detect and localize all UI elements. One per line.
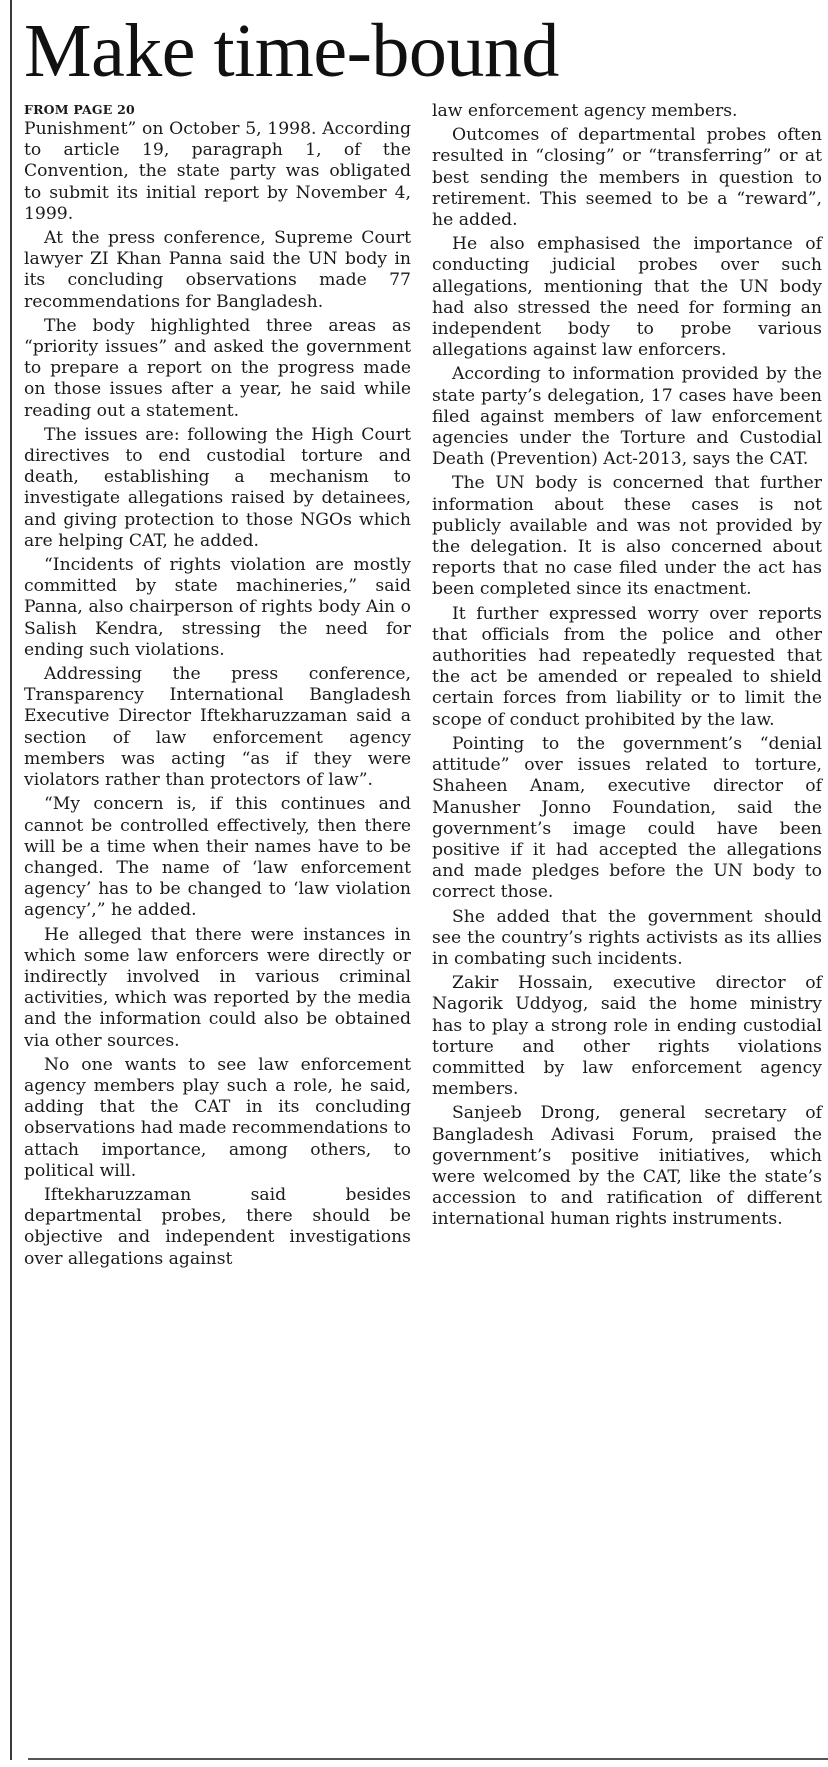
paragraph: Sanjeeb Drong, general secretary of Bangladesh Adivasi Forum, praised the government’s positive initiatives, which were welcomed by the CAT, like the state’s accession to and ratification of different international human rights instruments. xyxy=(432,1103,822,1230)
column-right xyxy=(432,101,822,1234)
paragraph: “Incidents of rights violation are mostly committed by state machineries,” said Panna, also chairperson of rights body Ain o Salish Kendra, stressing the need for ending such violations. xyxy=(24,555,411,660)
paragraph: Outcomes of departmental probes often resulted in “closing” or “transferring” or at best sending the members in question to retirement. This seemed to be a “reward”, he added. xyxy=(432,125,822,231)
paragraph: He alleged that there were instances in which some law enforcers were directly or indirectly involved in various criminal activities, which was reported by the media and the information could also be obtained via other sources. xyxy=(24,924,411,1051)
continuation-kicker: FROM PAGE 20 xyxy=(24,102,135,117)
column-left xyxy=(24,101,411,1273)
paragraph: No one wants to see law enforcement agency members play such a role, he said, adding that the CAT in its concluding observations had made recommendations to attach importance, among others, to political will. xyxy=(24,1054,411,1181)
paragraph: The UN body is concerned that further information about these cases is not publicly available and was not provided by the delegation. It is also concerned about reports that no case filed under the act has been completed since its enactment. xyxy=(432,473,822,600)
paragraph: Iftekharuzzaman said besides departmental probes, there should be objective and independent investigations over allegations against xyxy=(24,1184,411,1269)
paragraph: The issues are: following the High Court directives to end custodial torture and death, establishing a mechanism to investigate allegations raised by detainees, and giving protection to those NGOs which are helping CAT, he added. xyxy=(24,424,411,551)
paragraph: The body highlighted three areas as “priority issues” and asked the government to prepare a report on the progress made on those issues after a year, he said while reading out a statement. xyxy=(24,315,411,421)
paragraph: Pointing to the government’s “denial attitude” over issues related to torture, Shaheen Anam, executive director of Manusher Jonno Foundation, said the government’s image could have been positive if it had accepted the allegations and made pledges before the UN body to correct those. xyxy=(432,733,822,903)
headline: Make time-bound xyxy=(24,9,559,93)
paragraph: He also emphasised the importance of conducting judicial probes over such allegations, mentioning that the UN body had also stressed the need for forming an independent body to probe various allegations against law enforcers. xyxy=(432,234,822,361)
paragraph: law enforcement agency members. xyxy=(432,101,738,121)
paragraph: According to information provided by the state party’s delegation, 17 cases have been filed against members of law enforcement agencies under the Torture and Custodial Death (Prevention) Act-2013, says the CAT. xyxy=(432,364,822,470)
paragraph: It further expressed worry over reports that officials from the police and other authorities had repeatedly requested that the act be amended or repealed to shield certain forces from liability or to limit the scope of conduct prohibited by the law. xyxy=(432,603,822,730)
paragraph: Punishment” on October 5, 1998. According to article 19, paragraph 1, of the Convention, the state party was obligated to submit its initial report by November 4, 1999. xyxy=(24,119,411,224)
paragraph: Zakir Hossain, executive director of Nagorik Uddyog, said the home ministry has to play a strong role in ending custodial torture and other rights violations committed by law enforcement agency members. xyxy=(432,973,822,1100)
paragraph: At the press conference, Supreme Court lawyer ZI Khan Panna said the UN body in its concluding observations made 77 recommendations for Bangladesh. xyxy=(24,228,411,312)
paragraph: Addressing the press conference, Transparency International Bangladesh Executive Director Iftekharuzzaman said a section of law enforcement agency members was acting “as if they were violators rather than protectors of law”. xyxy=(24,664,411,791)
left-border-rule xyxy=(10,0,12,1760)
paragraph: She added that the government should see the country’s rights activists as its allies in combating such incidents. xyxy=(432,906,822,969)
paragraph: “My concern is, if this continues and cannot be controlled effectively, then there will be a time when their names have to be changed. The name of ‘law enforcement agency’ has to be changed to ‘law violation agency’,” he added. xyxy=(24,794,411,921)
bottom-border-rule xyxy=(28,1758,828,1760)
